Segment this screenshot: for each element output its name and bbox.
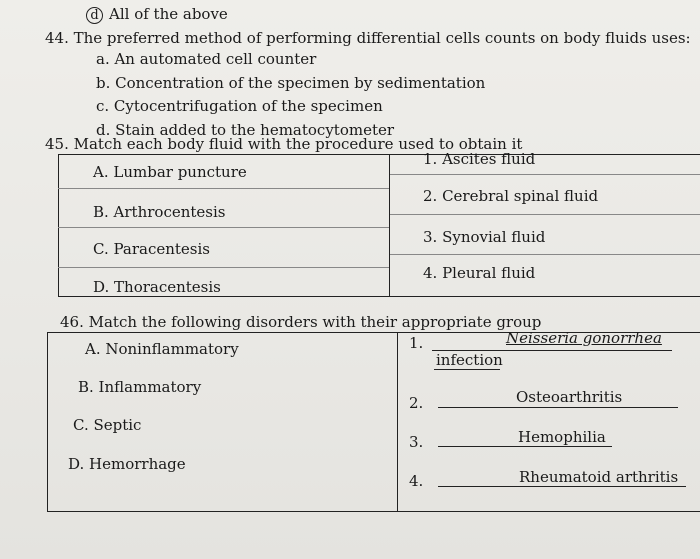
q45-right-2: 2. Cerebral spinal fluid [423, 187, 599, 205]
q46-answer-3: Hemophilia [518, 428, 606, 446]
q46-left-d: D. Hemorrhage [68, 455, 186, 473]
q45-right-4: 4. Pleural fluid [423, 264, 536, 282]
q46-answer-1: Neisseria gonorrhea [506, 329, 662, 347]
q46-answer-4: Rheumatoid arthritis [519, 468, 679, 486]
q44-stem: 44. The preferred method of performing differential cells counts on body fluids uses: [45, 29, 691, 47]
q46-answer-1-suffix: infection [436, 351, 503, 369]
prev-answer-option [86, 5, 228, 24]
q46-left-a: A. Noninflammatory [85, 340, 239, 358]
q46-answer-2: Osteoarthritis [516, 388, 623, 406]
q44-option-a: a. An automated cell counter [96, 50, 317, 68]
q45-left-b: B. Arthrocentesis [93, 203, 226, 221]
q46-left-c: C. Septic [73, 416, 142, 434]
q45-left-d: D. Thoracentesis [93, 278, 221, 296]
prev-answer-text: All of the above [109, 5, 228, 23]
q46-number-3: 3. [409, 433, 424, 451]
q46-number-1: 1. [409, 334, 424, 352]
q45-left-a: A. Lumbar puncture [93, 163, 247, 181]
q45-left-c: C. Paracentesis [93, 240, 210, 258]
q44-option-b: b. Concentration of the specimen by sedimentation [96, 74, 486, 92]
q45-right-1: 1. Ascites fluid [423, 150, 536, 168]
q46-number-2: 2. [409, 394, 424, 412]
q46-stem: 46. Match the following disorders with their appropriate group [60, 313, 542, 331]
circled-answer-letter: d [86, 7, 103, 24]
q46-answer-line-2 [438, 407, 678, 408]
q46-left-b: B. Inflammatory [78, 378, 202, 396]
q45-right-3: 3. Synovial fluid [423, 228, 546, 246]
q46-number-4: 4. [409, 472, 424, 490]
q46-answer-line-3 [438, 446, 612, 447]
q44-option-c: c. Cytocentrifugation of the specimen [96, 97, 383, 115]
q46-answer-line-4 [438, 486, 686, 487]
q45-stem: 45. Match each body fluid with the procedure used to obtain it [45, 135, 523, 153]
q44-option-d: d. Stain added to the hematocytometer [96, 121, 395, 139]
q46-answer-suffix-underline [434, 369, 500, 370]
